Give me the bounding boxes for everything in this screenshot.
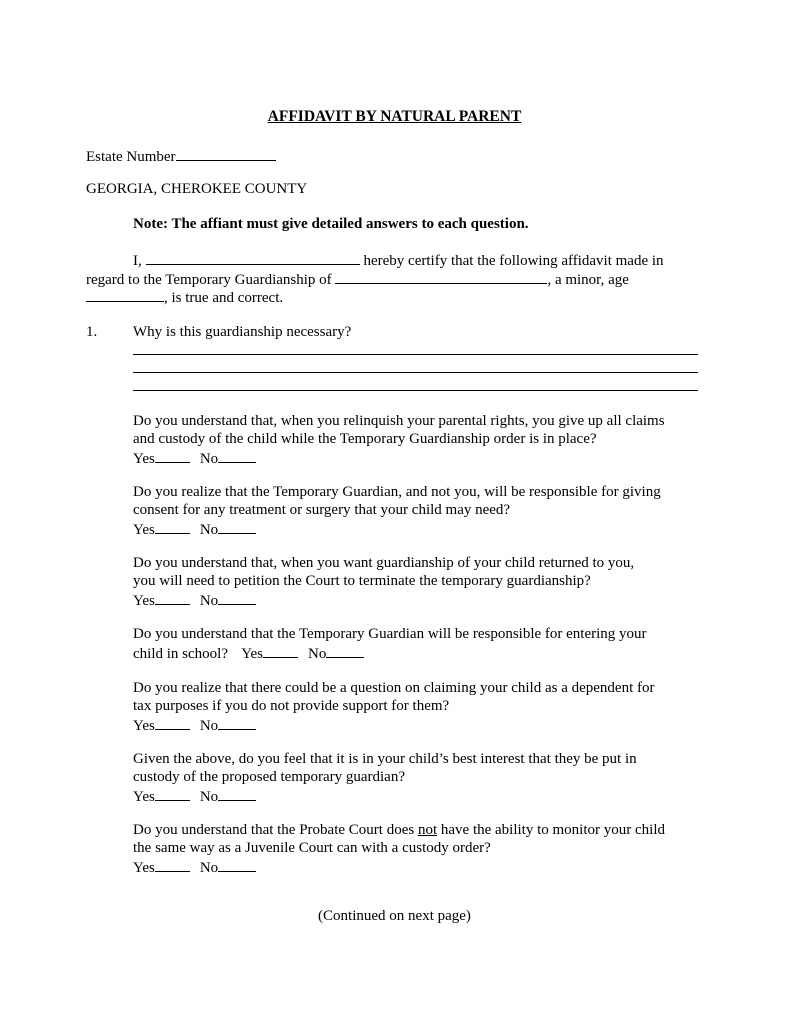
yes-label: Yes [133,789,155,805]
question-consent-answer [133,519,256,539]
no-blank[interactable] [218,590,256,605]
county-heading: GEORGIA, CHEROKEE COUNTY [86,181,308,197]
estate-number-row [86,146,276,166]
note-text: Note: The affiant must give detailed answers to each question. [133,216,529,232]
q1-answer-line-1[interactable] [133,354,698,355]
affiant-name-blank[interactable] [146,250,360,265]
question-petition-answer [133,590,256,610]
question-tax-answer [133,715,256,735]
no-label: No [199,593,219,609]
no-blank[interactable] [218,857,256,872]
question-school-line-2 [133,643,364,663]
q1-text: Why is this guardianship necessary? [133,324,352,340]
q1-number: 1. [86,324,98,340]
yes-blank[interactable] [263,643,298,658]
question-relinquish-line-2: and custody of the child while the Temporary Guardianship order is in place? [133,431,597,447]
question-tax-line-2: tax purposes if you do not provide support for them? [133,698,450,714]
minor-age-blank[interactable] [86,287,164,302]
question-monitor-line-2: the same way as a Juvenile Court can with a custody order? [133,840,491,856]
question-best-interest-line-2: custody of the proposed temporary guardian? [133,769,405,785]
cert-line-1 [133,250,664,270]
continued-note: (Continued on next page) [318,908,471,924]
question-consent-line-1: Do you realize that the Temporary Guardian, and not you, will be responsible for giving [133,484,661,500]
yes-label: Yes [133,522,155,538]
yes-blank[interactable] [155,786,190,801]
minor-name-blank[interactable] [335,269,547,284]
cert-part1: hereby certify that the following affidavit made in [363,253,664,269]
question-monitor-line-1 [133,821,665,839]
question-best-interest-line-1: Given the above, do you feel that it is in your child’s best interest that they be put in [133,751,637,767]
question-monitor-text-a: Do you understand that the Probate Court does [133,822,418,838]
yes-blank[interactable] [155,590,190,605]
yes-blank[interactable] [155,857,190,872]
no-blank[interactable] [326,643,364,658]
no-label: No [199,451,219,467]
no-blank[interactable] [218,519,256,534]
question-consent-line-2: consent for any treatment or surgery that your child may need? [133,502,511,518]
no-blank[interactable] [218,786,256,801]
document-title: AFFIDAVIT BY NATURAL PARENT [267,108,522,125]
cert-line-3 [86,287,283,307]
estate-number-blank[interactable] [176,146,276,161]
question-petition-line-1: Do you understand that, when you want guardianship of your child returned to you, [133,555,635,571]
cert-line-2 [86,269,629,289]
question-monitor-text-b: have the ability to monitor your child [437,822,665,838]
cert-part2: regard to the Temporary Guardianship of [86,272,332,288]
yes-label: Yes [133,451,155,467]
no-blank[interactable] [218,715,256,730]
no-label: No [199,789,219,805]
question-relinquish-line-1: Do you understand that, when you relinquish your parental rights, you give up all claims [133,413,665,429]
cert-part3: , a minor, age [547,272,629,288]
q1-answer-line-3[interactable] [133,390,698,391]
yes-label: Yes [133,860,155,876]
question-relinquish-answer [133,448,256,468]
question-school-line-1: Do you understand that the Temporary Guardian will be responsible for entering your [133,626,647,642]
yes-blank[interactable] [155,448,190,463]
no-blank[interactable] [218,448,256,463]
yes-blank[interactable] [155,519,190,534]
yes-blank[interactable] [155,715,190,730]
question-school-text: child in school? [133,646,228,662]
yes-label: Yes [241,646,264,662]
question-monitor-answer [133,857,256,877]
no-label: No [199,522,219,538]
cert-part4: , is true and correct. [164,290,284,306]
question-best-interest-answer [133,786,256,806]
no-label: No [199,860,219,876]
estate-number-label: Estate Number [86,149,176,165]
question-tax-line-1: Do you realize that there could be a question on claiming your child as a dependent for [133,680,655,696]
no-label: No [308,646,327,662]
question-petition-line-2: you will need to petition the Court to terminate the temporary guardianship? [133,573,591,589]
question-monitor-not: not [417,822,438,838]
no-label: No [199,718,219,734]
yes-label: Yes [133,718,155,734]
yes-label: Yes [133,593,155,609]
cert-i: I, [133,253,142,269]
q1-answer-line-2[interactable] [133,372,698,373]
